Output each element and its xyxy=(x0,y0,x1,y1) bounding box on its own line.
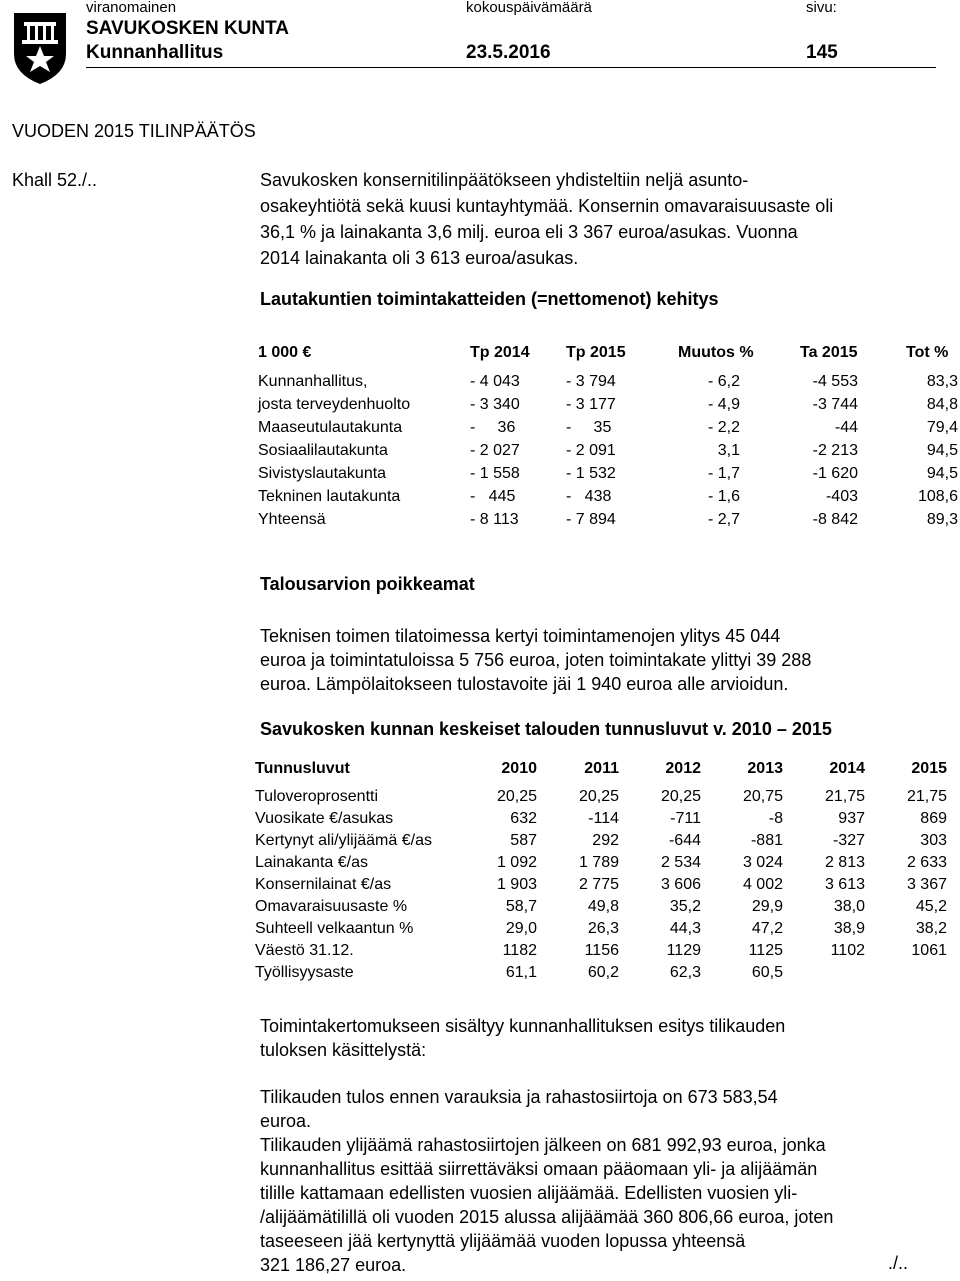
row-label: Kunnanhallitus, xyxy=(258,373,368,390)
table-cell: 44,3 xyxy=(669,920,701,937)
table-cell: 1125 xyxy=(748,942,783,959)
table-body xyxy=(258,373,958,534)
table-cell: 2 775 xyxy=(578,876,619,893)
table-cell: 47,2 xyxy=(751,920,783,937)
table-cell: - 36 xyxy=(470,419,516,436)
table-cell: -8 842 xyxy=(812,511,858,528)
text-line: euroa. Lämpölaitokseen tulostavoite jäi 1 940 euroa alle arvioidun. xyxy=(260,674,789,694)
table-cell: 38,2 xyxy=(915,920,947,937)
table-cell: - 438 xyxy=(566,488,612,505)
table-cell: -403 xyxy=(825,488,858,505)
table-cell: 1 789 xyxy=(578,854,619,871)
continued-marker: ./.. xyxy=(888,1253,909,1273)
coat-of-arms-icon xyxy=(10,10,70,86)
table-cell: - 4 043 xyxy=(470,373,520,390)
table-cell: 84,8 xyxy=(926,396,958,413)
table-cell: 1156 xyxy=(584,942,619,959)
text-line: tilille kattamaan edellisten vuosien alijäämää. Edellisten vuosien yli- xyxy=(260,1183,798,1203)
table-cell: - 445 xyxy=(470,488,516,505)
municipality-name: SAVUKOSKEN KUNTA xyxy=(86,18,290,39)
document-title: VUODEN 2015 TILINPÄÄTÖS xyxy=(12,121,256,141)
table-cell: - 7 894 xyxy=(566,511,616,528)
meeting-date-label: kokouspäivämäärä xyxy=(466,0,592,16)
table-cell: 1 903 xyxy=(496,876,537,893)
table-cell: 60,2 xyxy=(587,964,619,981)
table-row xyxy=(258,442,958,465)
table-cell: 20,75 xyxy=(742,788,783,805)
key-figures-table xyxy=(255,760,955,986)
table-cell: 38,0 xyxy=(833,898,865,915)
table-cell: 94,5 xyxy=(926,465,958,482)
table-cell: -3 744 xyxy=(812,396,858,413)
text-line: Savukosken konsernitilinpäätökseen yhdisteltiin neljä asunto- xyxy=(260,170,749,190)
table-cell: 3 613 xyxy=(824,876,865,893)
table-row xyxy=(258,419,958,442)
table-cell: 4 002 xyxy=(742,876,783,893)
table-cell: - 3 177 xyxy=(566,396,616,413)
table-row xyxy=(255,898,955,920)
row-label: josta terveydenhuolto xyxy=(258,396,411,413)
row-label: Työllisyysaste xyxy=(255,964,354,981)
table-cell: -1 620 xyxy=(812,465,858,482)
column-header: Tp 2015 xyxy=(566,344,626,361)
table-cell: 1102 xyxy=(830,942,865,959)
row-label: Sosiaalilautakunta xyxy=(258,442,388,459)
text-line: Toimintakertomukseen sisältyy kunnanhallituksen esitys tilikauden xyxy=(260,1016,786,1036)
table-cell: - 2,2 xyxy=(707,419,740,436)
table-cell: 3 024 xyxy=(742,854,783,871)
text-line: euroa. xyxy=(260,1111,312,1131)
table-cell: 83,3 xyxy=(926,373,958,390)
table-row xyxy=(255,964,955,986)
closing-paragraph-2 xyxy=(260,1085,833,1277)
section-reference: Khall 52./.. xyxy=(12,170,98,190)
column-header: 2015 xyxy=(911,760,947,777)
committee-table xyxy=(258,344,958,534)
table-row xyxy=(255,942,955,964)
officer-label: viranomainen xyxy=(86,0,177,16)
table-row xyxy=(255,920,955,942)
table-cell: 61,1 xyxy=(505,964,537,981)
table-row xyxy=(255,832,955,854)
table-cell: -4 553 xyxy=(812,373,858,390)
table-cell: - 1,6 xyxy=(707,488,740,505)
table-cell: - 4,9 xyxy=(707,396,740,413)
table-cell: 58,7 xyxy=(505,898,537,915)
row-label: Väestö 31.12. xyxy=(255,942,354,959)
table-cell: - 2 027 xyxy=(470,442,520,459)
text-line: Teknisen toimen tilatoimessa kertyi toimintamenojen ylitys 45 044 xyxy=(260,626,781,646)
table-cell: 2 534 xyxy=(660,854,701,871)
table-cell: 20,25 xyxy=(496,788,537,805)
column-header: Muutos % xyxy=(678,344,754,361)
table-cell: -2 213 xyxy=(812,442,858,459)
table-row xyxy=(258,465,958,488)
row-label: Yhteensä xyxy=(258,511,326,528)
table-cell: -8 xyxy=(768,810,783,827)
table-cell: -711 xyxy=(670,810,701,827)
table-cell: 108,6 xyxy=(917,488,958,505)
table-body xyxy=(255,788,955,986)
page-label: sivu: xyxy=(806,0,837,16)
key-figures-heading: Savukosken kunnan keskeiset talouden tunnusluvut v. 2010 – 2015 xyxy=(260,719,832,739)
closing-paragraph-1 xyxy=(260,1014,785,1062)
table-cell: - 6,2 xyxy=(707,373,740,390)
table-cell: - 1 558 xyxy=(470,465,520,482)
table-cell: -644 xyxy=(668,832,701,849)
table-cell: 79,4 xyxy=(926,419,958,436)
table-row xyxy=(258,396,958,419)
table-cell: 60,5 xyxy=(751,964,783,981)
text-line: Tilikauden ylijäämä rahastosiirtojen jälkeen on 681 992,93 euroa, jonka xyxy=(260,1135,826,1155)
text-line: 321 186,27 euroa. xyxy=(260,1255,407,1275)
row-label: Kertynyt ali/ylijäämä €/as xyxy=(255,832,432,849)
table-cell: 21,75 xyxy=(906,788,947,805)
table-cell: -114 xyxy=(588,810,619,827)
table-cell: 292 xyxy=(592,832,619,849)
table-cell: 20,25 xyxy=(660,788,701,805)
table-row xyxy=(258,511,958,534)
table-row xyxy=(255,810,955,832)
table-cell: 1182 xyxy=(502,942,537,959)
table-cell: 62,3 xyxy=(669,964,701,981)
budget-deviation-text xyxy=(260,624,811,696)
header-rule xyxy=(86,67,936,68)
table-row xyxy=(255,876,955,898)
table-cell: - 2 091 xyxy=(566,442,616,459)
row-label: Omavaraisuusaste % xyxy=(255,898,408,915)
table-cell: 26,3 xyxy=(587,920,619,937)
text-line: euroa ja toimintatuloissa 5 756 euroa, joten toimintakate ylittyi 39 288 xyxy=(260,650,812,670)
table-cell: 1 092 xyxy=(496,854,537,871)
table-cell: 937 xyxy=(838,810,865,827)
text-line: taseeseen jää kertynyttä ylijäämää vuoden lopussa yhteensä xyxy=(260,1231,746,1251)
table-cell: 632 xyxy=(510,810,537,827)
table-cell: -327 xyxy=(832,832,865,849)
text-line: 2014 lainakanta oli 3 613 euroa/asukas. xyxy=(260,248,579,268)
body-name: Kunnanhallitus xyxy=(86,42,224,63)
table-cell: -881 xyxy=(750,832,783,849)
row-label: Tekninen lautakunta xyxy=(258,488,401,505)
table-cell: 2 633 xyxy=(906,854,947,871)
row-label: Konsernilainat €/as xyxy=(255,876,392,893)
table-cell: - 3 340 xyxy=(470,396,520,413)
table-row xyxy=(258,373,958,396)
column-header: 2011 xyxy=(584,760,619,777)
table-row xyxy=(255,788,955,810)
table-cell: 29,0 xyxy=(505,920,537,937)
column-header: Tunnusluvut xyxy=(255,760,350,777)
table-header-row xyxy=(255,760,955,788)
text-line: kunnanhallitus esittää siirrettäväksi omaan pääomaan yli- ja alijäämän xyxy=(260,1159,818,1179)
table-row xyxy=(258,488,958,511)
table-cell: - 1 532 xyxy=(566,465,616,482)
table-row xyxy=(255,854,955,876)
table-cell: - 2,7 xyxy=(707,511,740,528)
table-cell: - 3 794 xyxy=(566,373,616,390)
table-cell: 89,3 xyxy=(926,511,958,528)
table-cell: 29,9 xyxy=(751,898,783,915)
table-cell: - 1,7 xyxy=(707,465,740,482)
table-cell: -44 xyxy=(834,419,858,436)
row-label: Tuloveroprosentti xyxy=(255,788,379,805)
table-cell: 21,75 xyxy=(824,788,865,805)
page-number: 145 xyxy=(806,42,838,63)
column-header: Tp 2014 xyxy=(470,344,530,361)
table-cell: 38,9 xyxy=(833,920,865,937)
table-cell: 35,2 xyxy=(669,898,701,915)
text-line: Tilikauden tulos ennen varauksia ja rahastosiirtoja on 673 583,54 xyxy=(260,1087,778,1107)
table-cell: - 8 113 xyxy=(470,511,519,528)
table-cell: 1061 xyxy=(911,942,947,959)
table-header-row xyxy=(258,344,958,373)
column-header: 2012 xyxy=(665,760,701,777)
column-header: Ta 2015 xyxy=(800,344,858,361)
table-cell: 3 606 xyxy=(660,876,701,893)
table-cell: 1129 xyxy=(666,942,701,959)
table-cell: 303 xyxy=(920,832,947,849)
text-line: osakeyhtiötä sekä kuusi kuntayhtymää. Konsernin omavaraisuusaste oli xyxy=(260,196,834,216)
table-cell: 94,5 xyxy=(926,442,958,459)
table-cell: 3,1 xyxy=(717,442,740,459)
table-cell: 587 xyxy=(510,832,537,849)
table-cell: - 35 xyxy=(566,419,612,436)
column-header: 2014 xyxy=(829,760,865,777)
intro-paragraph xyxy=(260,167,833,271)
table-cell: 2 813 xyxy=(824,854,865,871)
row-label: Suhteell velkaantun % xyxy=(255,920,414,937)
row-label: Vuosikate €/asukas xyxy=(255,810,394,827)
column-header: Tot % xyxy=(906,344,949,361)
row-label: Lainakanta €/as xyxy=(255,854,368,871)
row-label: Sivistyslautakunta xyxy=(258,465,387,482)
budget-deviation-heading: Talousarvion poikkeamat xyxy=(260,574,475,594)
row-label: Maaseutulautakunta xyxy=(258,419,403,436)
committee-table-heading: Lautakuntien toimintakatteiden (=nettomenot) kehitys xyxy=(260,289,719,309)
meeting-date: 23.5.2016 xyxy=(466,42,551,63)
table-cell: 869 xyxy=(920,810,947,827)
text-line: 36,1 % ja lainakanta 3,6 milj. euroa eli 3 367 euroa/asukas. Vuonna xyxy=(260,222,798,242)
table-cell: 3 367 xyxy=(906,876,947,893)
table-cell: 49,8 xyxy=(587,898,619,915)
column-header: 2010 xyxy=(501,760,537,777)
text-line: tuloksen käsittelystä: xyxy=(260,1040,427,1060)
table-cell: 45,2 xyxy=(915,898,947,915)
text-line: /alijäämätilillä oli vuoden 2015 alussa alijäämää 360 806,66 euroa, joten xyxy=(260,1207,834,1227)
column-header: 2013 xyxy=(747,760,783,777)
column-header: 1 000 € xyxy=(258,344,312,361)
table-cell: 20,25 xyxy=(578,788,619,805)
